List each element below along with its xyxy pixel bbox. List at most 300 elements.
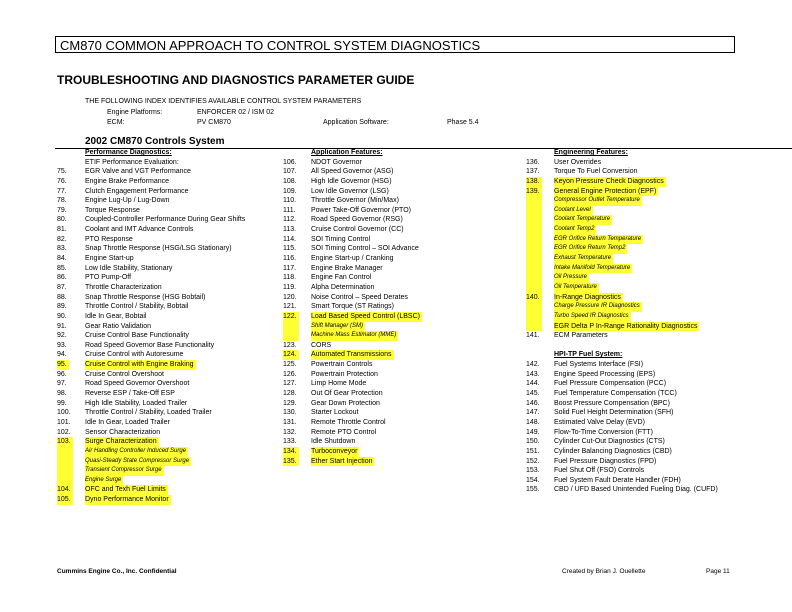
index-sub-item: Machine Mass Estimator (MME) <box>311 331 398 341</box>
index-row <box>57 370 282 380</box>
index-sub-item: Oil Pressure <box>554 273 589 283</box>
index-row <box>57 293 282 303</box>
index-sub-item: Air Handling Controller Induced Surge <box>85 447 188 457</box>
index-row <box>526 370 786 380</box>
index-number: 101. <box>57 418 71 426</box>
index-sub-item: Exhaust Temperature <box>554 254 613 264</box>
index-number: 146. <box>526 399 540 407</box>
index-row <box>526 158 786 168</box>
index-item: Reverse ESP / Take-Off ESP <box>85 390 175 398</box>
index-row <box>526 331 786 341</box>
index-number: 132. <box>283 428 297 436</box>
index-row <box>526 389 786 399</box>
footer-page-number: Page 11 <box>706 568 730 575</box>
index-item: Remote Throttle Control <box>311 418 386 426</box>
index-sub-item: Coolant Temp2 <box>554 225 596 235</box>
index-row <box>526 360 786 370</box>
index-row <box>283 264 523 274</box>
index-row <box>57 312 282 322</box>
index-number: 110. <box>283 197 297 205</box>
index-item: Throttle Control / Stability, Loaded Trailer <box>85 409 212 417</box>
ecm-label: ECM: <box>107 119 125 126</box>
index-row <box>526 264 786 274</box>
index-item: In-Range Diagnostics <box>554 293 621 301</box>
index-row <box>57 167 282 177</box>
index-number: 102. <box>57 428 71 436</box>
index-sub-item: Charge Pressure IR Diagnostics <box>554 302 642 312</box>
index-number: 91. <box>57 322 67 330</box>
index-number: 124. <box>283 351 297 359</box>
index-number: 96. <box>57 370 67 378</box>
index-item: Powertrain Controls <box>311 361 373 369</box>
index-row <box>283 428 523 438</box>
index-row <box>57 341 282 351</box>
index-row <box>526 254 786 264</box>
highlight-gutter <box>526 254 542 264</box>
highlight-gutter <box>57 457 73 467</box>
footer-author: Created by Brian J. Ouellette <box>562 568 646 575</box>
index-item: General Engine Protection (EPF) <box>554 187 657 195</box>
index-item: PTO Response <box>85 235 133 243</box>
index-item: EGR Delta P In-Range Rationality Diagnostics <box>554 322 698 330</box>
index-item: Engine Speed Processing (EPS) <box>554 370 656 378</box>
index-row <box>526 408 786 418</box>
index-item: Ether Start Injection <box>311 457 373 465</box>
index-item: Noise Control – Speed Derates <box>311 293 408 301</box>
index-row <box>57 215 282 225</box>
index-item: Turboconveyor <box>311 447 358 455</box>
index-number: 137. <box>526 168 540 176</box>
footer-confidential: Cummins Engine Co., Inc. Confidential <box>57 568 177 575</box>
index-number: 111. <box>283 206 296 214</box>
index-number: 97. <box>57 380 67 388</box>
index-row <box>283 457 523 467</box>
index-item: EGR Valve and VGT Performance <box>85 168 191 176</box>
index-number: 100. <box>57 409 71 417</box>
index-item: Throttle Characterization <box>85 283 162 291</box>
index-number: 126. <box>283 370 297 378</box>
index-row <box>526 322 786 332</box>
index-row <box>526 457 786 467</box>
index-row <box>283 408 523 418</box>
index-number: 80. <box>57 216 67 224</box>
index-row <box>526 167 786 177</box>
performance-diagnostics-column <box>57 148 282 505</box>
highlight-gutter <box>57 447 73 457</box>
index-item: Low Idle Stability, Stationary <box>85 264 173 272</box>
index-row <box>526 148 786 158</box>
index-row <box>57 148 282 158</box>
index-number: 128. <box>283 390 297 398</box>
index-number: 106. <box>283 158 297 166</box>
index-row <box>57 457 282 467</box>
index-row <box>283 399 523 409</box>
index-item: Engine Start-up <box>85 255 134 263</box>
index-item: Solid Fuel Height Determination (SFH) <box>554 409 674 417</box>
index-sub-item: Coolant Temperature <box>554 215 612 225</box>
index-row <box>57 283 282 293</box>
index-row <box>283 370 523 380</box>
index-number: 120. <box>283 293 297 301</box>
index-sub-item: Intake Manifold Temperature <box>554 264 632 274</box>
index-item: Fuel System Fault Derate Handler (FDH) <box>554 476 681 484</box>
index-number: 152. <box>526 457 540 465</box>
index-item: Coupled-Controller Performance During Gear Shifts <box>85 216 246 224</box>
index-row <box>57 225 282 235</box>
index-item: Fuel Pressure Diagnostics (FPD) <box>554 457 657 465</box>
index-item: Limp Home Mode <box>311 380 367 388</box>
index-row <box>526 302 786 312</box>
highlight-gutter <box>526 312 542 322</box>
index-item: Cylinder Balancing Diagnostics (CBD) <box>554 447 672 455</box>
index-row <box>526 196 786 206</box>
index-number: 127. <box>283 380 297 388</box>
index-item: Engine Start-up / Cranking <box>311 255 394 263</box>
index-row <box>57 389 282 399</box>
index-item: Idle In Gear, Loaded Trailer <box>85 418 170 426</box>
index-item: Fuel Shut Off (FSO) Controls <box>554 467 645 475</box>
index-row <box>283 273 523 283</box>
index-row <box>57 244 282 254</box>
index-row <box>526 399 786 409</box>
index-number: 141. <box>526 332 540 340</box>
section-header: Engineering Features: <box>554 149 628 156</box>
index-row <box>57 360 282 370</box>
index-row <box>57 322 282 332</box>
index-number: 125. <box>283 361 297 369</box>
index-number: 142. <box>526 361 540 369</box>
index-row <box>283 177 523 187</box>
index-row <box>283 225 523 235</box>
index-number: 154. <box>526 476 540 484</box>
index-row <box>57 264 282 274</box>
index-row <box>57 447 282 457</box>
index-row <box>57 235 282 245</box>
index-row <box>57 399 282 409</box>
index-row <box>57 254 282 264</box>
highlight-gutter <box>526 244 542 254</box>
index-row <box>283 244 523 254</box>
index-row <box>283 283 523 293</box>
index-item: Keyon Pressure Check Diagnostics <box>554 177 664 185</box>
index-number: 115. <box>283 245 297 253</box>
highlight-gutter <box>526 322 542 332</box>
highlight-gutter <box>526 206 542 216</box>
section-header: Application Features: <box>311 149 383 156</box>
guide-title: TROUBLESHOOTING AND DIAGNOSTICS PARAMETER GUIDE <box>57 73 415 87</box>
index-item: Torque Response <box>85 206 140 214</box>
index-item: ECM Parameters <box>554 332 608 340</box>
index-row <box>526 273 786 283</box>
index-number: 122. <box>283 312 297 320</box>
index-row <box>526 235 786 245</box>
index-item: Cruise Control Base Functionality <box>85 332 189 340</box>
index-row <box>283 167 523 177</box>
index-number: 99. <box>57 399 67 407</box>
index-row <box>283 312 523 322</box>
index-row <box>57 206 282 216</box>
index-number: 89. <box>57 303 67 311</box>
index-number: 143. <box>526 370 540 378</box>
index-number: 77. <box>57 187 67 195</box>
index-item: Road Speed Governor Base Functionality <box>85 341 215 349</box>
index-row <box>57 476 282 486</box>
index-number: 149. <box>526 428 540 436</box>
index-row <box>283 196 523 206</box>
index-number: 94. <box>57 351 67 359</box>
index-item: Surge Characterization <box>85 438 157 446</box>
index-row <box>526 466 786 476</box>
ecm-value: PV CM870 <box>197 119 231 126</box>
index-number: 147. <box>526 409 540 417</box>
index-row <box>57 302 282 312</box>
section-header: Performance Diagnostics: <box>85 149 172 156</box>
index-row <box>283 235 523 245</box>
index-row <box>283 437 523 447</box>
index-row <box>283 293 523 303</box>
index-row <box>57 350 282 360</box>
index-number: 79. <box>57 206 67 214</box>
index-item: Starter Lockout <box>311 409 359 417</box>
index-row <box>526 428 786 438</box>
index-row <box>526 215 786 225</box>
index-row <box>57 418 282 428</box>
index-item: Remote PTO Control <box>311 428 377 436</box>
index-item: Boost Pressure Compensation (BPC) <box>554 399 670 407</box>
index-row <box>283 254 523 264</box>
index-item: SOI Timing Control <box>311 235 371 243</box>
index-sub-item: Turbo Speed IR Diagnostics <box>554 312 631 322</box>
index-number: 144. <box>526 380 540 388</box>
highlight-gutter <box>526 283 542 293</box>
highlight-gutter <box>526 196 542 206</box>
highlight-gutter <box>526 273 542 283</box>
software-label: Application Software: <box>323 119 389 126</box>
index-item: Torque To Fuel Conversion <box>554 168 638 176</box>
index-number: 82. <box>57 235 67 243</box>
index-number: 114. <box>283 235 297 243</box>
index-item: CBD / UFD Based Unintended Fueling Diag. (CUFD) <box>554 486 718 494</box>
index-item: Smart Torque (ST Ratings) <box>311 303 394 311</box>
index-row <box>57 437 282 447</box>
index-item: Power Take-Off Governor (PTO) <box>311 206 411 214</box>
index-item: OFC and Texh Fuel Limits <box>85 486 166 494</box>
index-sub-item: EGR Orifice Return Temperature <box>554 235 643 245</box>
index-number: 155. <box>526 486 540 494</box>
index-item: SOI Timing Control – SOI Advance <box>311 245 419 253</box>
index-number: 98. <box>57 390 67 398</box>
index-item: Engine Lug-Up / Lug-Down <box>85 197 170 205</box>
index-number: 75. <box>57 168 67 176</box>
index-sub-item: Oil Temperature <box>554 283 599 293</box>
index-item: Fuel Systems Interface (FSI) <box>554 361 644 369</box>
index-number: 78. <box>57 197 67 205</box>
index-item: Cruise Control with Engine Braking <box>85 361 194 369</box>
index-item: Snap Throttle Response (HSG Bobtail) <box>85 293 206 301</box>
index-number: 84. <box>57 255 67 263</box>
index-item: Cylinder Cut-Out Diagnostics (CTS) <box>554 438 665 446</box>
index-number: 104. <box>57 486 71 494</box>
highlight-gutter <box>283 331 299 341</box>
index-row <box>526 177 786 187</box>
highlight-gutter <box>57 466 73 476</box>
index-row <box>526 293 786 303</box>
index-row <box>526 379 786 389</box>
index-number: 135. <box>283 457 297 465</box>
highlight-gutter <box>526 264 542 274</box>
index-number: 129. <box>283 399 297 407</box>
index-row <box>283 206 523 216</box>
index-number: 145. <box>526 390 540 398</box>
index-row <box>526 437 786 447</box>
index-item: ETIF Performance Evaluation: <box>85 158 179 166</box>
index-sub-item: EGR Orifice Return Temp2 <box>554 244 627 254</box>
index-number: 121. <box>283 303 297 311</box>
index-number: 88. <box>57 293 67 301</box>
highlight-gutter <box>526 302 542 312</box>
index-number: 138. <box>526 177 540 185</box>
index-row <box>57 495 282 505</box>
index-row <box>283 350 523 360</box>
index-item: Snap Throttle Response (HSG/LSG Stationary) <box>85 245 232 253</box>
index-sub-item: Coolant Level <box>554 206 593 216</box>
platform-value: ENFORCER 02 / ISM 02 <box>197 109 275 116</box>
index-number: 130. <box>283 409 297 417</box>
index-item: Automated Transmissions <box>311 351 392 359</box>
index-item: Fuel Pressure Compensation (PCC) <box>554 380 667 388</box>
index-item: Load Based Speed Control (LBSC) <box>311 312 420 320</box>
index-row <box>526 350 786 360</box>
index-row <box>526 418 786 428</box>
index-number: 85. <box>57 264 67 272</box>
index-number: 90. <box>57 312 67 320</box>
index-row <box>283 148 523 158</box>
index-item: Estimated Valve Delay (EVD) <box>554 418 645 426</box>
index-item: NDOT Governor <box>311 158 362 166</box>
index-item: Flow-To-Time Conversion (FTT) <box>554 428 653 436</box>
index-row <box>283 341 523 351</box>
index-item: User Overrides <box>554 158 602 166</box>
index-number: 108. <box>283 177 297 185</box>
index-row <box>57 408 282 418</box>
index-number: 76. <box>57 177 67 185</box>
index-row <box>283 187 523 197</box>
index-row <box>283 447 523 457</box>
index-row <box>526 341 786 351</box>
index-number: 113. <box>283 226 297 234</box>
index-number: 93. <box>57 341 67 349</box>
index-item: Out Of Gear Protection <box>311 390 383 398</box>
section-header: HPI-TP Fuel System: <box>554 351 623 359</box>
index-number: 109. <box>283 187 297 195</box>
intro-line: THE FOLLOWING INDEX IDENTIFIES AVAILABLE CONTROL SYSTEM PARAMETERS <box>85 98 362 105</box>
index-row <box>283 418 523 428</box>
index-sub-item: Engine Surge <box>85 476 123 486</box>
system-title: 2002 CM870 Controls System <box>85 136 225 147</box>
index-item: Gear Ratio Validation <box>85 322 152 330</box>
index-item: Throttle Control / Stability, Bobtail <box>85 303 189 311</box>
index-number: 136. <box>526 158 540 166</box>
index-row <box>283 215 523 225</box>
index-row <box>283 331 523 341</box>
index-row <box>283 158 523 168</box>
index-item: Road Speed Governor (RSG) <box>311 216 403 224</box>
index-row <box>283 389 523 399</box>
index-number: 139. <box>526 187 540 195</box>
highlight-gutter <box>57 476 73 486</box>
index-number: 105. <box>57 496 71 504</box>
index-sub-item: Shift Manager (SM) <box>311 322 365 332</box>
index-number: 92. <box>57 332 67 340</box>
index-row <box>57 428 282 438</box>
index-item: Engine Fan Control <box>311 274 372 282</box>
index-item: High Idle Governor (HSG) <box>311 177 392 185</box>
index-number: 119. <box>283 283 297 291</box>
index-number: 123. <box>283 341 297 349</box>
index-item: Alpha Determination <box>311 283 375 291</box>
index-number: 103. <box>57 438 71 446</box>
software-value: Phase 5.4 <box>447 119 479 126</box>
index-row <box>283 322 523 332</box>
index-row <box>57 379 282 389</box>
index-row <box>283 302 523 312</box>
index-item: PTO Pump-Off <box>85 274 132 282</box>
index-number: 83. <box>57 245 67 253</box>
index-row <box>283 379 523 389</box>
index-row <box>57 466 282 476</box>
index-row <box>526 283 786 293</box>
index-number: 150. <box>526 438 540 446</box>
engineering-features-column <box>526 148 786 495</box>
highlight-gutter <box>526 235 542 245</box>
index-row <box>57 187 282 197</box>
index-item: Powertrain Protection <box>311 370 378 378</box>
index-item: Clutch Engagement Performance <box>85 187 189 195</box>
index-number: 153. <box>526 467 540 475</box>
index-row <box>57 485 282 495</box>
highlight-gutter <box>526 225 542 235</box>
index-item: All Speed Governor (ASG) <box>311 168 394 176</box>
index-row <box>526 244 786 254</box>
index-row <box>526 476 786 486</box>
index-row <box>57 196 282 206</box>
document-banner-title: CM870 COMMON APPROACH TO CONTROL SYSTEM DIAGNOSTICS <box>55 36 735 53</box>
index-item: Road Speed Governor Overshoot <box>85 380 190 388</box>
index-number: 140. <box>526 293 540 301</box>
highlight-gutter <box>526 215 542 225</box>
index-number: 87. <box>57 283 67 291</box>
index-sub-item: Compressor Outlet Temperature <box>554 196 642 206</box>
index-number: 81. <box>57 226 67 234</box>
index-sub-item: Transient Compressor Surge <box>85 466 164 476</box>
index-sub-item: Quasi-Steady State Compressor Surge <box>85 457 191 467</box>
highlight-gutter <box>283 322 299 332</box>
index-item: Low Idle Governor (LSG) <box>311 187 389 195</box>
index-row <box>57 273 282 283</box>
application-features-column <box>283 148 523 466</box>
index-row <box>283 360 523 370</box>
index-number: 133. <box>283 438 297 446</box>
index-row <box>57 177 282 187</box>
index-item: Dyno Performance Monitor <box>85 496 169 504</box>
index-item: CORS <box>311 341 332 349</box>
index-number: 118. <box>283 274 297 282</box>
index-item: Gear Down Protection <box>311 399 380 407</box>
index-row <box>526 447 786 457</box>
index-number: 151. <box>526 447 540 455</box>
index-row <box>526 187 786 197</box>
platform-label: Engine Platforms: <box>107 109 163 116</box>
